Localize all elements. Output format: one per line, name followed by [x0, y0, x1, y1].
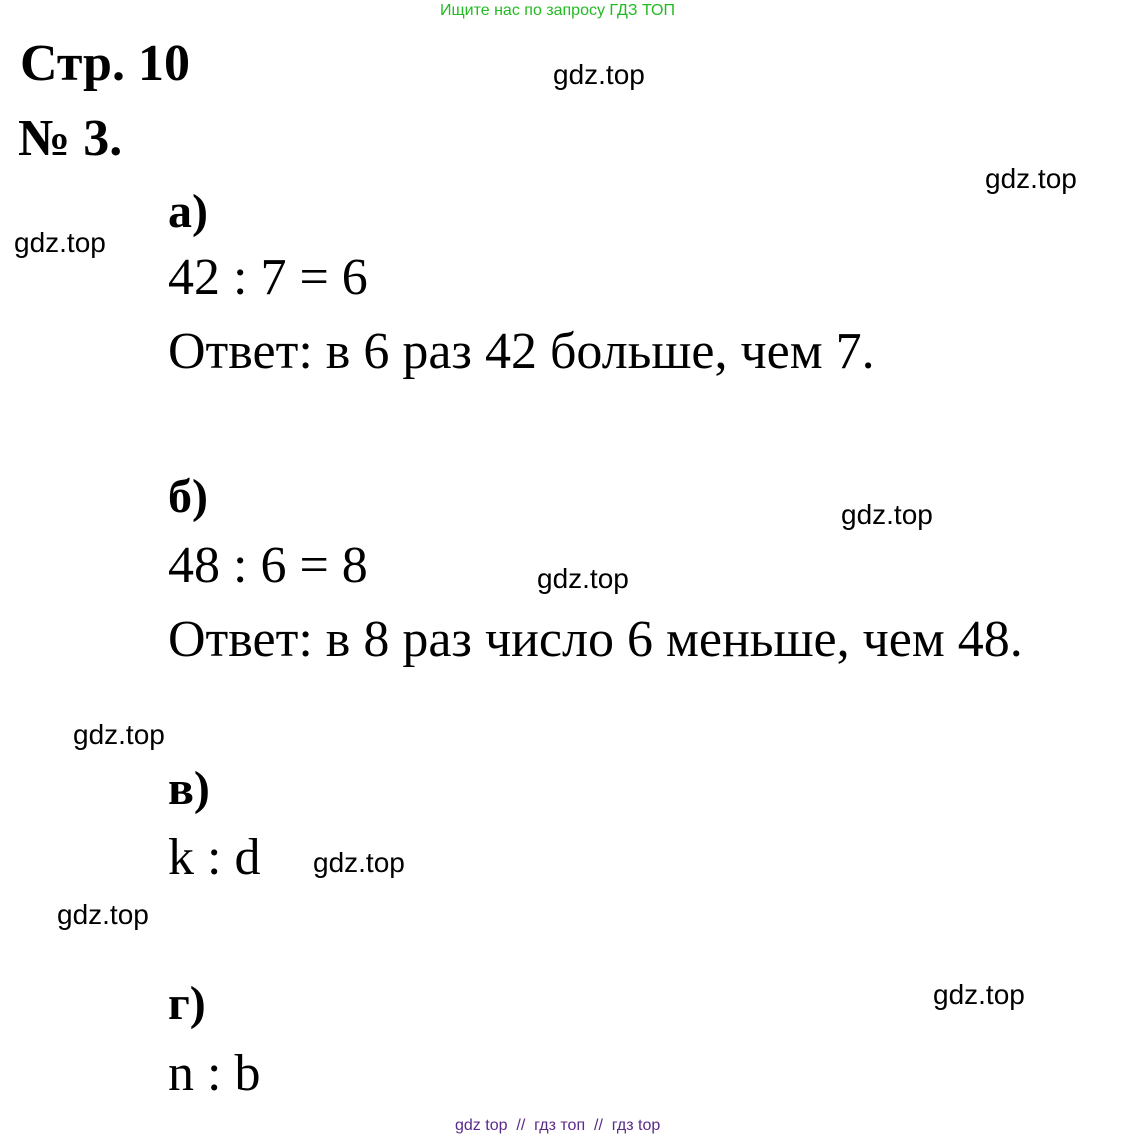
part-b-answer: Ответ: в 8 раз число 6 меньше, чем 48. — [168, 611, 1023, 668]
part-a-label: а) — [168, 185, 208, 238]
part-a-equation: 42 : 7 = 6 — [168, 249, 368, 306]
part-g-label: г) — [168, 977, 206, 1030]
page-title: Стр. 10 — [20, 35, 190, 92]
part-b-label: б) — [168, 470, 208, 523]
watermark: gdz.top — [313, 847, 405, 878]
watermark: gdz.top — [14, 227, 106, 258]
watermark: gdz.top — [73, 719, 165, 750]
part-v-equation: k : d — [168, 829, 261, 886]
part-a-answer: Ответ: в 6 раз 42 больше, чем 7. — [168, 323, 875, 380]
watermark: gdz.top — [985, 163, 1077, 194]
watermark: gdz.top — [933, 979, 1025, 1010]
footer-watermark: gdz top // гдз топ // гдз top — [455, 1117, 661, 1134]
exercise-number: № 3. — [18, 110, 123, 167]
watermark: gdz.top — [841, 499, 933, 530]
search-banner: Ищите нас по запросу ГДЗ ТОП — [440, 2, 675, 19]
watermark: gdz.top — [553, 59, 645, 90]
part-b-equation: 48 : 6 = 8 — [168, 537, 368, 594]
part-v-label: в) — [168, 762, 210, 815]
part-g-equation: n : b — [168, 1045, 261, 1102]
watermark: gdz.top — [537, 563, 629, 594]
watermark: gdz.top — [57, 899, 149, 930]
